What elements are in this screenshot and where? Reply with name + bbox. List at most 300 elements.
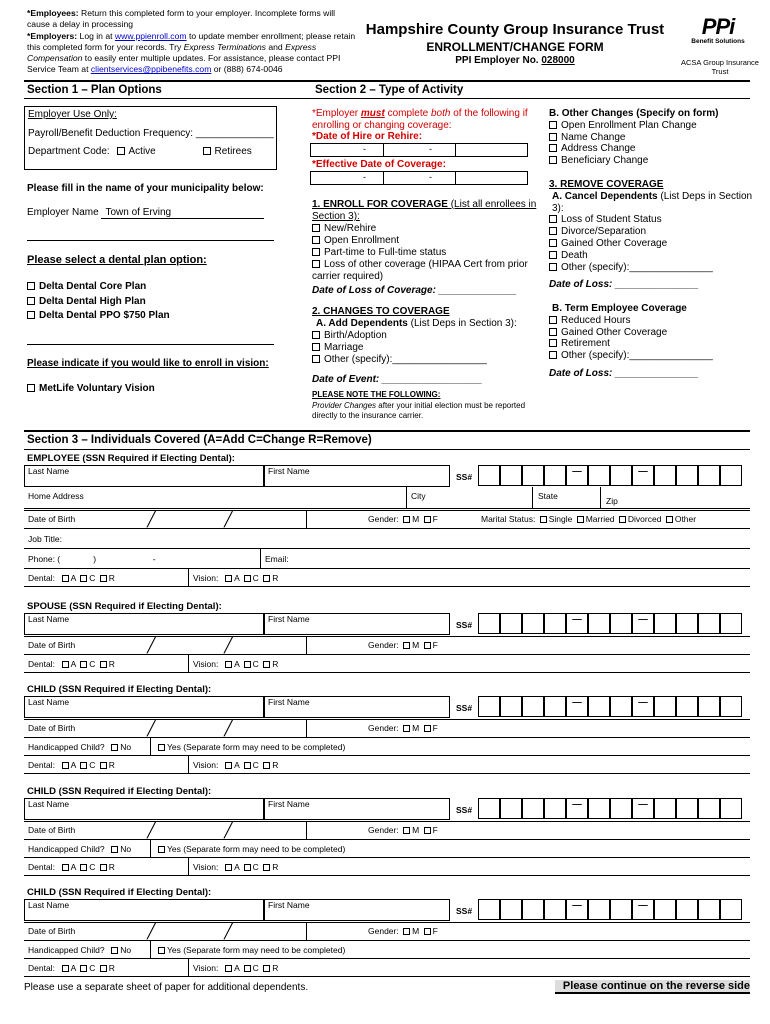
yes-checkbox[interactable] (158, 846, 165, 853)
ssn-dash: — (566, 613, 588, 634)
other-option[interactable] (549, 143, 754, 155)
term-option[interactable] (549, 338, 754, 350)
section-divider (24, 80, 750, 82)
dental-a-checkbox[interactable] (62, 575, 69, 582)
dental-option[interactable] (27, 280, 170, 295)
cancel-option[interactable] (549, 238, 754, 250)
dental-selection[interactable] (28, 659, 115, 669)
dental-vision-row (24, 756, 750, 774)
dental-a-label: A (70, 760, 76, 770)
checkbox[interactable] (549, 316, 557, 324)
married-checkbox[interactable] (577, 516, 584, 523)
ssn-digit-box[interactable] (610, 798, 632, 819)
loss-of-coverage-date[interactable]: Date of Loss of Coverage: ______________ (312, 285, 517, 296)
dental-checkbox[interactable] (27, 311, 35, 319)
enroll-option[interactable] (312, 247, 542, 259)
vision-c-label: C (252, 963, 259, 973)
employer-note-must: must (360, 108, 385, 119)
vision-c-checkbox[interactable] (244, 575, 251, 582)
dental-a-checkbox[interactable] (62, 864, 69, 871)
employer-name-value: Town of Erving (105, 207, 172, 218)
dental-a-checkbox[interactable] (62, 965, 69, 972)
ssn-digit-box[interactable] (478, 613, 500, 634)
term-option[interactable] (549, 315, 754, 327)
ssn-digit-box[interactable] (544, 798, 566, 819)
checkbox[interactable] (549, 133, 557, 141)
dental-a-label: A (70, 862, 76, 872)
effective-date-field[interactable] (310, 171, 528, 185)
logo-subtext: Benefit Solutions (691, 38, 745, 45)
dob-label: Date of Birth (28, 825, 76, 835)
dental-label: Dental: (28, 862, 55, 872)
ssn-digit-box[interactable] (588, 899, 610, 920)
divider (150, 840, 151, 858)
phone-label: Phone: ( ) - (28, 554, 156, 564)
gender-m-checkbox[interactable] (403, 725, 410, 732)
other-checkbox[interactable] (666, 516, 673, 523)
marital-label: Marital Status: (481, 514, 536, 524)
dental-option-label: Delta Dental Core Plan (39, 281, 147, 292)
change-option[interactable] (312, 342, 542, 354)
term-option[interactable] (549, 327, 754, 339)
gender-label: Gender: (368, 723, 399, 733)
ssn-digit-box[interactable] (522, 613, 544, 634)
vision-selection[interactable] (193, 573, 278, 583)
yes-option[interactable] (156, 742, 345, 752)
vision-selection[interactable] (193, 862, 278, 872)
employers-label: *Employers: (27, 30, 78, 41)
ssn-digit-box[interactable] (720, 465, 742, 486)
ssn-digit-box[interactable] (610, 465, 632, 486)
handicapped-child[interactable] (28, 844, 131, 854)
ssn-digit-box[interactable] (478, 465, 500, 486)
gender-m-checkbox[interactable] (403, 642, 410, 649)
dash: - (429, 144, 432, 154)
section3-title: Section 3 – Individuals Covered (A=Add C=Change R=Remove) (27, 434, 372, 446)
checkbox[interactable] (549, 251, 557, 259)
other-option[interactable] (549, 155, 754, 167)
cancel-option[interactable] (549, 226, 754, 238)
checkbox[interactable] (549, 121, 557, 129)
municipality-prompt: Please fill in the name of your municipality below: (27, 183, 264, 194)
date-slash: ╱ (147, 511, 156, 527)
ssn-dash: — (566, 465, 588, 486)
dental-r-checkbox[interactable] (100, 965, 107, 972)
dental-vision-row (24, 655, 750, 673)
section-underline (24, 449, 750, 450)
ssn-digit-box[interactable] (478, 798, 500, 819)
ssn-digit-box[interactable] (676, 696, 698, 717)
vision-r-checkbox[interactable] (263, 661, 270, 668)
checkbox[interactable] (549, 328, 557, 336)
gender-f-checkbox[interactable] (424, 516, 431, 523)
date-of-loss[interactable]: Date of Loss: _______________ (549, 279, 699, 291)
ssn-digit-box[interactable] (500, 465, 522, 486)
vision-prompt: Please indicate if you would like to enroll in vision: (27, 358, 269, 369)
dental-prompt: Please select a dental plan option: (27, 254, 207, 266)
ssn-digit-box[interactable] (500, 899, 522, 920)
checkbox[interactable] (312, 355, 320, 363)
change-option[interactable] (312, 330, 542, 342)
gender-m-checkbox[interactable] (403, 827, 410, 834)
dental-label: Dental: (28, 963, 55, 973)
last-name-label: Last Name (28, 799, 70, 809)
enroll-section (312, 199, 542, 297)
dash: - (363, 172, 366, 182)
dental-a-label: A (70, 963, 76, 973)
ssn-digit-box[interactable] (698, 613, 720, 634)
dental-option[interactable] (27, 295, 170, 310)
ssn-digit-box[interactable] (720, 798, 742, 819)
change-option[interactable] (312, 354, 542, 366)
add-deps-subtitle: (List Deps in Section 3): (407, 318, 517, 329)
active-checkbox[interactable] (117, 147, 125, 155)
ssn-dash: — (632, 798, 654, 819)
ssn-digit-box[interactable] (610, 899, 632, 920)
ssn-digit-box[interactable] (500, 613, 522, 634)
employee-title: EMPLOYEE (SSN Required if Electing Dental): (27, 453, 235, 464)
dental-c-checkbox[interactable] (80, 575, 87, 582)
section-underline (24, 98, 750, 99)
vision-c-checkbox[interactable] (244, 762, 251, 769)
vision-label: Vision: (193, 760, 219, 770)
ssn-dash: — (566, 899, 588, 920)
ssn-dash: — (566, 696, 588, 717)
checkbox[interactable] (549, 215, 557, 223)
form-title: Hampshire County Group Insurance Trust (365, 21, 665, 38)
gender-label: Gender: (368, 640, 399, 650)
yes-option[interactable] (156, 945, 345, 955)
vision-r-checkbox[interactable] (263, 575, 270, 582)
vision-a-checkbox[interactable] (225, 661, 232, 668)
term-section (549, 303, 754, 380)
other-option[interactable] (549, 132, 754, 144)
single-checkbox[interactable] (540, 516, 547, 523)
no-label: No (120, 844, 132, 854)
ssn-digit-box[interactable] (720, 696, 742, 717)
checkbox[interactable] (549, 144, 557, 152)
other-option[interactable] (549, 120, 754, 132)
yes-checkbox[interactable] (158, 947, 165, 954)
ssn-digit-box[interactable] (500, 696, 522, 717)
checkbox[interactable] (312, 248, 320, 256)
no-checkbox[interactable] (111, 744, 118, 751)
ssn-digit-box[interactable] (588, 696, 610, 717)
divider (150, 941, 151, 959)
ssn-digit-box[interactable] (544, 613, 566, 634)
note-text: after your initial election must be reported directly to the insurance carrier. (312, 400, 526, 420)
marital-status[interactable] (481, 514, 696, 524)
dental-checkbox[interactable] (27, 282, 35, 290)
divider (188, 858, 189, 876)
ssn-digit-box[interactable] (588, 613, 610, 634)
checkbox[interactable] (549, 156, 557, 164)
ssn-digit-box[interactable] (522, 798, 544, 819)
dental-a-checkbox[interactable] (62, 661, 69, 668)
date-of-loss[interactable]: Date of Loss: _______________ (549, 367, 699, 379)
ssn-digit-box[interactable] (676, 899, 698, 920)
ssn-digit-box[interactable] (500, 798, 522, 819)
gender-f-checkbox[interactable] (424, 827, 431, 834)
divider (188, 655, 189, 673)
checkbox[interactable] (312, 260, 320, 268)
ss-label: SS# (456, 906, 473, 916)
dob-label: Date of Birth (28, 640, 76, 650)
ssn-digit-box[interactable] (654, 465, 676, 486)
divider (306, 510, 307, 529)
dental-r-label: R (108, 862, 115, 872)
dental-r-checkbox[interactable] (100, 864, 107, 871)
checkbox[interactable] (312, 224, 320, 232)
first-name-label: First Name (268, 799, 310, 809)
employer-note-1: *Employer (312, 108, 361, 119)
option-label: New/Rehire (324, 223, 377, 234)
first-name-label: First Name (268, 614, 310, 624)
gender-f-checkbox[interactable] (424, 928, 431, 935)
employer-note-3: of the following if enrolling or changing coverage: (312, 108, 528, 131)
employer-name-label: Employer Name (27, 207, 99, 218)
cancel-option[interactable] (549, 262, 754, 274)
gender-m-checkbox[interactable] (403, 516, 410, 523)
dental-c-checkbox[interactable] (80, 864, 87, 871)
ssn-digit-box[interactable] (522, 465, 544, 486)
divider (260, 549, 261, 569)
dental-option[interactable] (27, 309, 170, 324)
ssn-digit-box[interactable] (478, 696, 500, 717)
dental-r-checkbox[interactable] (100, 762, 107, 769)
cancel-deps-title: A. Cancel Dependents (552, 190, 658, 202)
option-label: Part-time to Full-time status (324, 247, 447, 258)
vision-a-checkbox[interactable] (225, 864, 232, 871)
option-label: Other (specify):_______________ (561, 350, 713, 362)
add-deps-title: A. Add Dependents (316, 318, 408, 329)
checkbox[interactable] (312, 331, 320, 339)
yes-checkbox[interactable] (158, 744, 165, 751)
checkbox[interactable] (312, 343, 320, 351)
dental-r-checkbox[interactable] (100, 661, 107, 668)
dental-checkbox[interactable] (27, 297, 35, 305)
vision-a-checkbox[interactable] (225, 575, 232, 582)
dental-c-checkbox[interactable] (80, 965, 87, 972)
dental-selection[interactable] (28, 963, 115, 973)
dental-c-checkbox[interactable] (80, 762, 87, 769)
dental-r-label: R (108, 760, 115, 770)
payroll-frequency[interactable]: Payroll/Benefit Deduction Frequency: ______________ (28, 128, 274, 139)
no-checkbox[interactable] (111, 846, 118, 853)
vision-c-checkbox[interactable] (244, 864, 251, 871)
ssn-digit-box[interactable] (698, 899, 720, 920)
checkbox[interactable] (549, 227, 557, 235)
logo-text: PPi (701, 14, 735, 39)
employers-text-2: to update member enrollment; please retain this completed form for your records. Try (27, 30, 356, 52)
ssn-digit-box[interactable] (654, 798, 676, 819)
ss-label: SS# (456, 620, 473, 630)
dental-label: Dental: (28, 659, 55, 669)
gender-field[interactable] (368, 514, 438, 524)
vision-c-checkbox[interactable] (244, 965, 251, 972)
dental-r-checkbox[interactable] (100, 575, 107, 582)
ssn-digit-box[interactable] (544, 465, 566, 486)
ssn-digit-box[interactable] (676, 465, 698, 486)
option-label: Loss of other coverage (HIPAA Cert from prior carrier required) (312, 259, 528, 282)
dental-selection[interactable] (28, 862, 115, 872)
vision-r-checkbox[interactable] (263, 965, 270, 972)
note-italic: Provider Changes (312, 400, 377, 410)
vision-r-checkbox[interactable] (263, 864, 270, 871)
yes-label: Yes (Separate form may need to be completed) (167, 844, 346, 854)
gender-field[interactable] (368, 640, 438, 650)
dental-r-label: R (108, 659, 115, 669)
ppienroll-link[interactable]: www.ppienroll.com (114, 30, 187, 41)
ssn-digit-box[interactable] (676, 613, 698, 634)
vision-selection[interactable] (193, 659, 278, 669)
dental-selection[interactable] (28, 760, 115, 770)
dental-label: Dental: (28, 760, 55, 770)
date-slash: ╱ (147, 720, 156, 736)
gender-field[interactable] (368, 723, 438, 733)
footer-note: Please use a separate sheet of paper for additional dependents. (24, 982, 309, 993)
option-label: Address Change (561, 143, 636, 155)
child-title: CHILD (SSN Required if Electing Dental): (27, 786, 212, 797)
state-label: State (538, 491, 558, 501)
checkbox[interactable] (312, 236, 320, 244)
acsa-label: ACSA Group Insurance Trust (681, 58, 759, 76)
add-deps-heading (316, 318, 542, 330)
handicapped-label: Handicapped Child? (28, 945, 105, 955)
department-code-label: Department Code: (28, 146, 110, 157)
department-code (28, 146, 252, 157)
checkbox[interactable] (549, 339, 557, 347)
ssn-dash: — (632, 899, 654, 920)
vision-c-checkbox[interactable] (244, 661, 251, 668)
ssn-digit-box[interactable] (654, 696, 676, 717)
divider (383, 144, 384, 156)
employer-name (27, 207, 264, 219)
ssn-digit-box[interactable] (588, 465, 610, 486)
divider (455, 144, 456, 156)
checkbox[interactable] (549, 351, 557, 359)
gender-m-checkbox[interactable] (403, 928, 410, 935)
ssn-digit-box[interactable] (478, 899, 500, 920)
gender-f-label: F (432, 640, 438, 650)
vision-r-label: R (272, 862, 279, 872)
dental-vision-row (24, 959, 750, 977)
ssn-digit-box[interactable] (720, 613, 742, 634)
blank-line (27, 240, 274, 241)
enroll-option[interactable] (312, 259, 542, 283)
dental-r-label: R (108, 573, 115, 583)
ssn-digit-box[interactable] (698, 798, 720, 819)
date-of-hire-field[interactable] (310, 143, 528, 157)
ssn-digit-box[interactable] (522, 899, 544, 920)
dental-c-checkbox[interactable] (80, 661, 87, 668)
checkbox[interactable] (549, 239, 557, 247)
ssn-digit-box[interactable] (522, 696, 544, 717)
yes-option[interactable] (156, 844, 345, 854)
dental-a-label: A (70, 659, 76, 669)
no-label: No (120, 945, 132, 955)
term-option[interactable] (549, 350, 754, 362)
divorced-checkbox[interactable] (619, 516, 626, 523)
section2-title: Section 2 – Type of Activity (315, 84, 464, 96)
vision-r-label: R (272, 659, 279, 669)
vision-selection[interactable] (193, 963, 278, 973)
event-date[interactable]: Date of Event: __________________ (312, 374, 483, 385)
vision-r-checkbox[interactable] (263, 762, 270, 769)
gender-f-checkbox[interactable] (424, 725, 431, 732)
ss-label: SS# (456, 805, 473, 815)
ssn-digit-box[interactable] (610, 696, 632, 717)
gender-field[interactable] (368, 825, 438, 835)
gender-field[interactable] (368, 926, 438, 936)
enroll-option[interactable] (312, 235, 542, 247)
vision-a-checkbox[interactable] (225, 965, 232, 972)
option-label: Beneficiary Change (561, 155, 649, 167)
handicapped-child[interactable] (28, 742, 131, 752)
option-label: Reduced Hours (561, 314, 631, 326)
ssn-digit-box[interactable] (676, 798, 698, 819)
employer-note (312, 108, 542, 132)
ssn-dash: — (632, 696, 654, 717)
gender-label: Gender: (368, 825, 399, 835)
ssn-digit-box[interactable] (544, 899, 566, 920)
service-phone: or (888) 674-0046 (211, 64, 283, 75)
vision-a-checkbox[interactable] (225, 762, 232, 769)
handicapped-child[interactable] (28, 945, 131, 955)
dental-option-label: Delta Dental High Plan (39, 295, 146, 307)
ssn-digit-box[interactable] (698, 465, 720, 486)
vision-a-label: A (234, 573, 240, 583)
divider (306, 636, 307, 655)
gender-f-label: F (432, 514, 438, 524)
option-label: Gained Other Coverage (561, 326, 668, 338)
ssn-digit-box[interactable] (720, 899, 742, 920)
note-title: PLEASE NOTE THE FOLLOWING: (312, 390, 441, 399)
no-checkbox[interactable] (111, 947, 118, 954)
ssn-digit-box[interactable] (698, 696, 720, 717)
dental-selection[interactable] (28, 573, 115, 583)
employer-name-field[interactable] (101, 207, 264, 219)
ssn-digit-box[interactable] (544, 696, 566, 717)
ssn-digit-box[interactable] (588, 798, 610, 819)
vision-checkbox[interactable] (27, 384, 35, 392)
retirees-checkbox[interactable] (203, 147, 211, 155)
first-name-label: First Name (268, 697, 310, 707)
ssn-digit-box[interactable] (610, 613, 632, 634)
dob-label: Date of Birth (28, 926, 76, 936)
form-subtitle: ENROLLMENT/CHANGE FORM (426, 40, 604, 54)
vision-option[interactable] (27, 383, 155, 394)
yes-label: Yes (Separate form may need to be completed) (167, 742, 346, 752)
service-email-link[interactable]: clientservices@ppibenefits.com (90, 64, 212, 75)
ssn-digit-box[interactable] (654, 613, 676, 634)
gender-f-checkbox[interactable] (424, 642, 431, 649)
changes-title: 2. CHANGES TO COVERAGE (312, 306, 450, 317)
dental-c-label: C (89, 862, 96, 872)
employees-label: *Employees: (27, 8, 79, 18)
checkbox[interactable] (549, 263, 557, 271)
vision-label: Vision: (193, 659, 219, 669)
section1-title: Section 1 – Plan Options (27, 84, 162, 96)
dental-a-checkbox[interactable] (62, 762, 69, 769)
option-label: Death (561, 249, 588, 261)
vision-selection[interactable] (193, 760, 278, 770)
enroll-option[interactable] (312, 223, 542, 235)
cancel-option[interactable] (549, 214, 754, 226)
cancel-option[interactable] (549, 250, 754, 262)
gender-m-label: M (412, 514, 420, 524)
ssn-digit-box[interactable] (654, 899, 676, 920)
